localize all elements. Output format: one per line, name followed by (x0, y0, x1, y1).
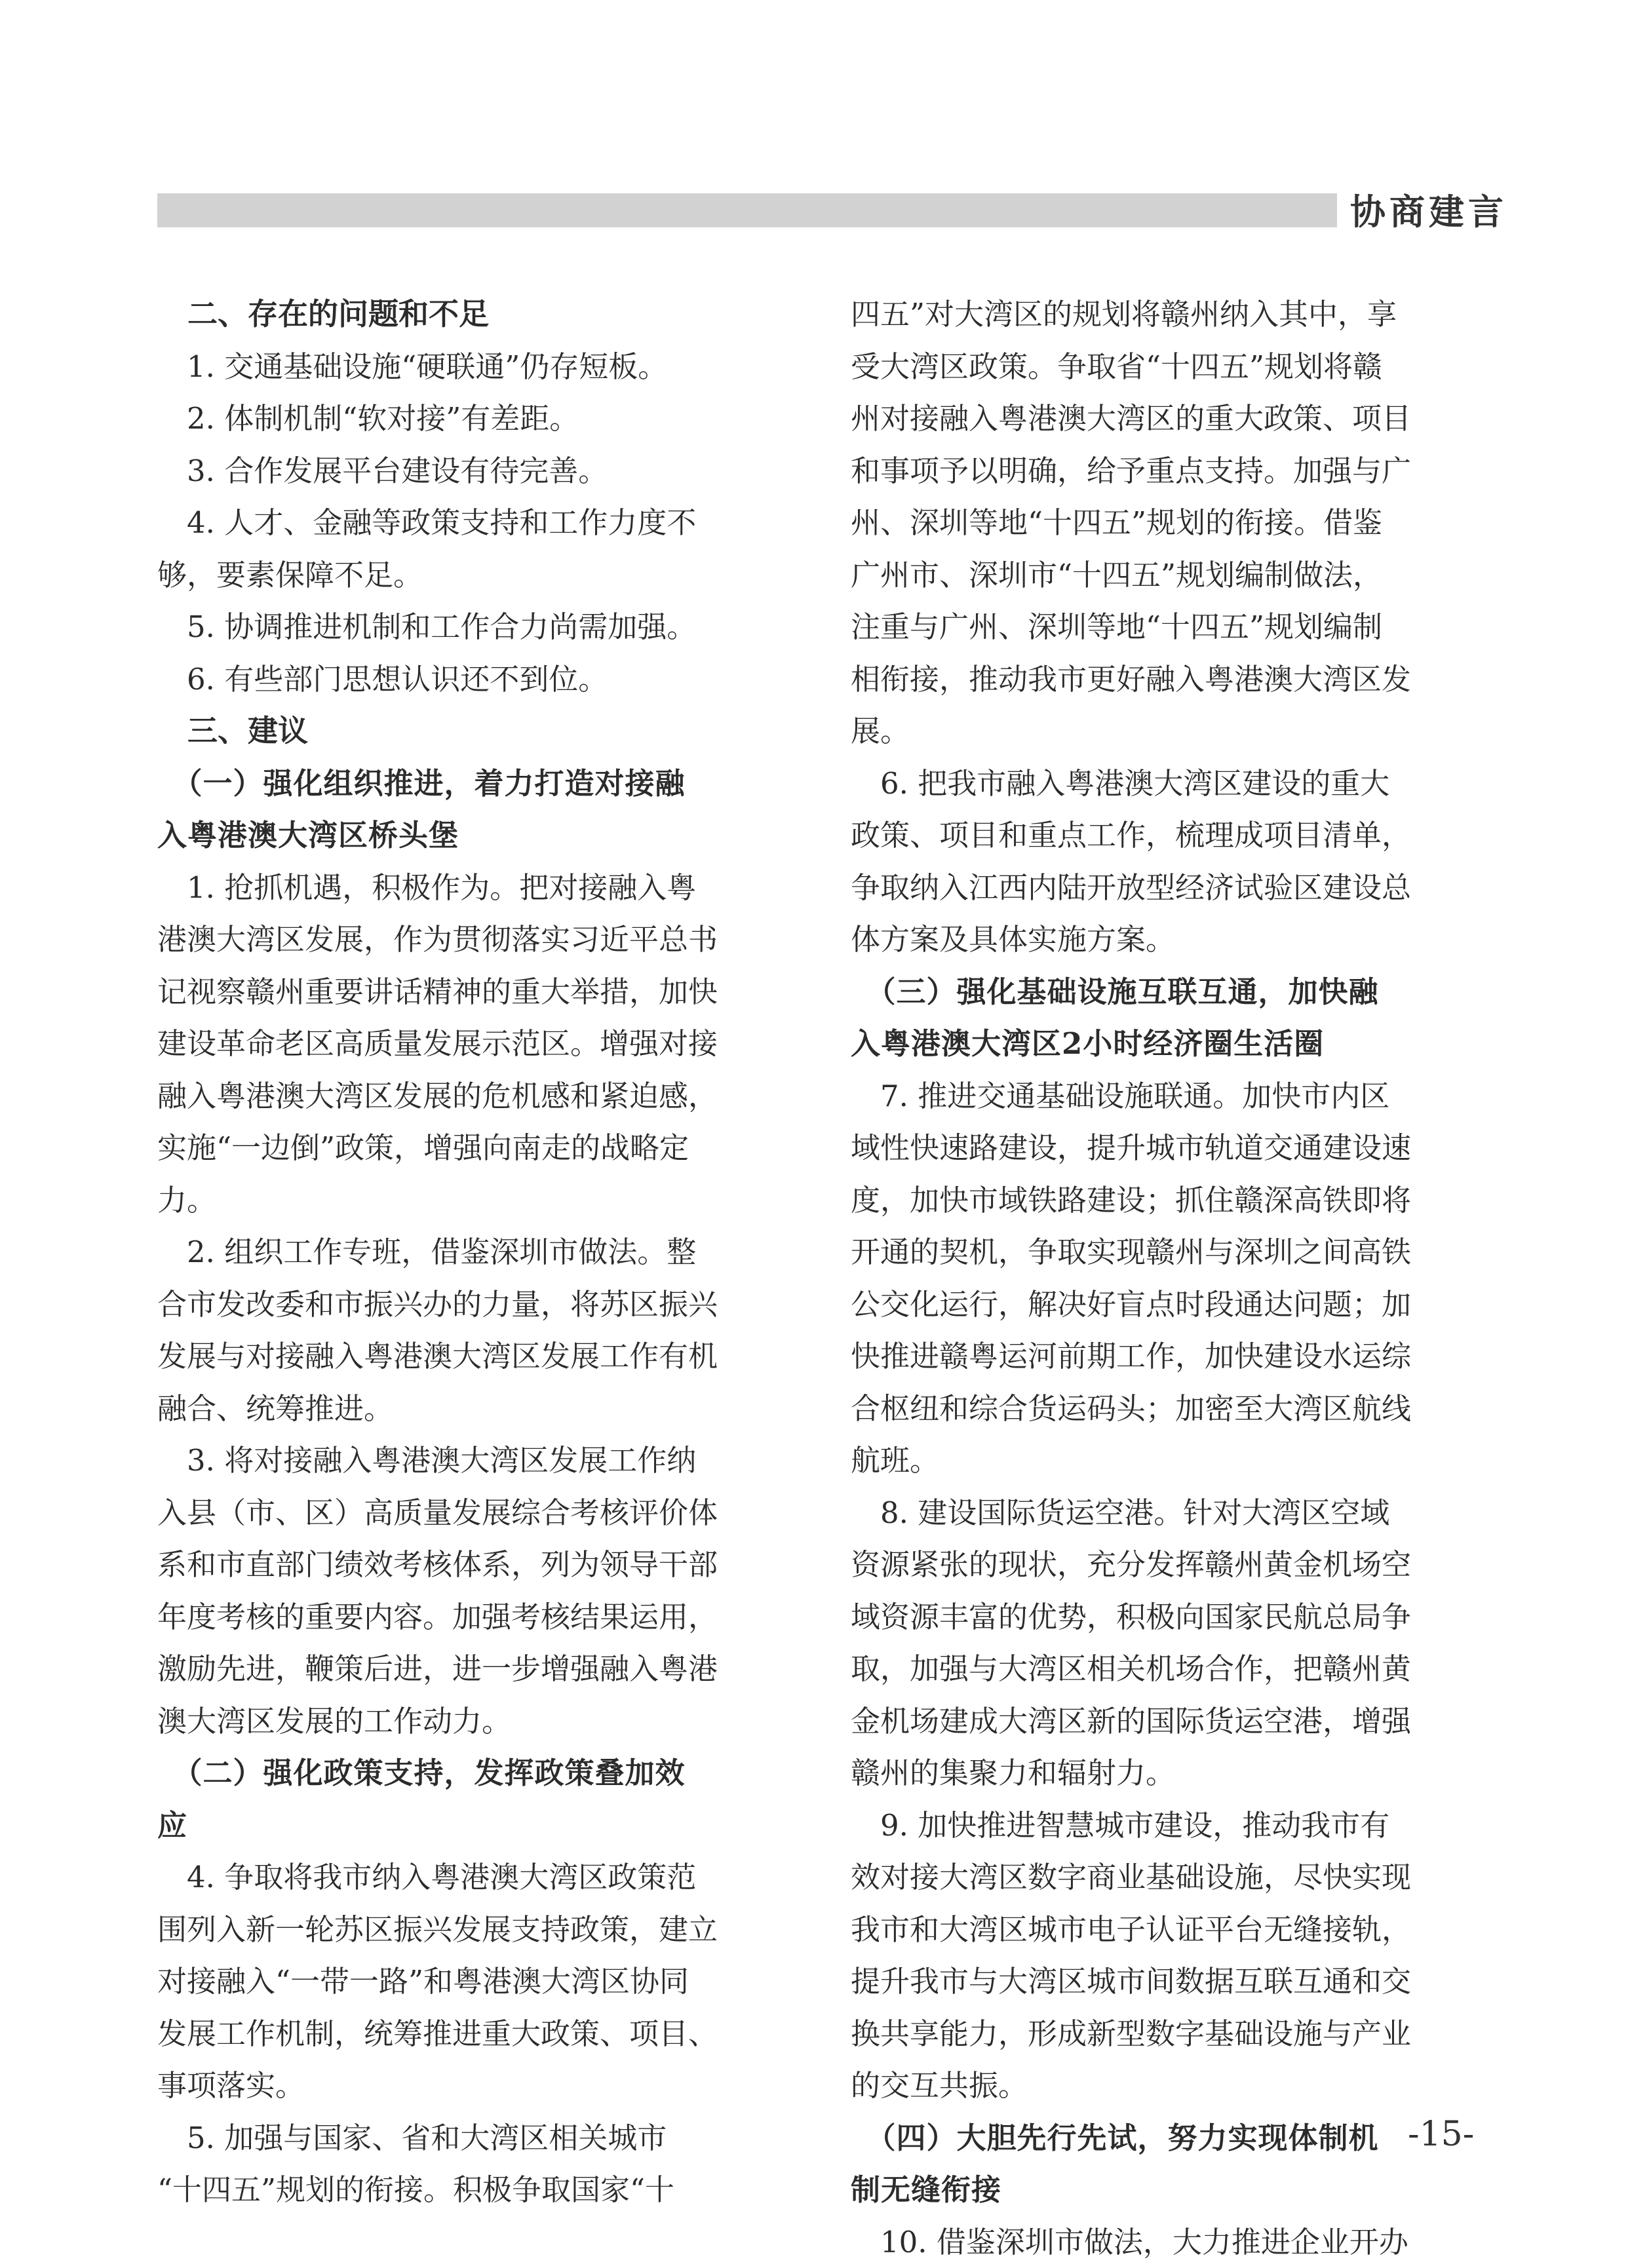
text-line: 3. 合作发展平台建设有待完善。 (157, 445, 793, 497)
text-line: 注重与广州、深圳等地“十四五”规划编制 (851, 601, 1486, 653)
text-line: 州对接融入粤港澳大湾区的重大政策、项目 (851, 393, 1486, 445)
text-line: 州、深圳等地“十四五”规划的衔接。借鉴 (851, 497, 1486, 549)
text-line: “十四五”规划的衔接。积极争取国家“十 (157, 2164, 793, 2216)
text-line: 受大湾区政策。争取省“十四五”规划将赣 (851, 341, 1486, 393)
header-bar (157, 193, 1337, 227)
sub-heading-line: （一）强化组织推进，着力打造对接融 (157, 758, 793, 810)
text-line: 提升我市与大湾区城市间数据互联互通和交 (851, 1955, 1486, 2008)
text-line: 建设革命老区高质量发展示范区。增强对接 (157, 1018, 793, 1070)
text-line: 政策、项目和重点工作，梳理成项目清单， (851, 809, 1486, 862)
text-line: 6. 把我市融入粤港澳大湾区建设的重大 (851, 758, 1486, 810)
text-line: 力。 (157, 1174, 793, 1227)
text-line: 和事项予以明确，给予重点支持。加强与广 (851, 445, 1486, 497)
text-line: 融入粤港澳大湾区发展的危机感和紧迫感， (157, 1070, 793, 1123)
section-heading: 二、存在的问题和不足 (157, 288, 793, 341)
text-line: 广州市、深圳市“十四五”规划编制做法， (851, 549, 1486, 602)
text-line: 澳大湾区发展的工作动力。 (157, 1695, 793, 1748)
text-line: 港澳大湾区发展，作为贯彻落实习近平总书 (157, 913, 793, 966)
text-line: 度，加快市域铁路建设；抓住赣深高铁即将 (851, 1174, 1486, 1227)
text-line: 记视察赣州重要讲话精神的重大举措，加快 (157, 966, 793, 1018)
section-title: 协商建言 (1350, 189, 1625, 235)
text-line: 合枢纽和综合货运码头；加密至大湾区航线 (851, 1383, 1486, 1435)
text-line: 取，加强与大湾区相关机场合作，把赣州黄 (851, 1643, 1486, 1695)
sub-heading-line: （四）大胆先行先试，努力实现体制机 (851, 2112, 1486, 2164)
text-line: 展。 (851, 705, 1486, 758)
sub-heading-line: 制无缝衔接 (851, 2164, 1486, 2216)
text-line: 发展与对接融入粤港澳大湾区发展工作有机 (157, 1330, 793, 1383)
sub-heading-line: （二）强化政策支持，发挥政策叠加效 (157, 1747, 793, 1799)
text-line: 激励先进，鞭策后进，进一步增强融入粤港 (157, 1643, 793, 1695)
text-line: 公交化运行，解决好盲点时段通达问题；加 (851, 1278, 1486, 1331)
text-line: 10. 借鉴深圳市做法，大力推进企业开办 (851, 2216, 1486, 2268)
right-column (851, 288, 1486, 2268)
text-line: 入县（市、区）高质量发展综合考核评价体 (157, 1487, 793, 1539)
text-line: 5. 协调推进机制和工作合力尚需加强。 (157, 601, 793, 653)
text-line: 年度考核的重要内容。加强考核结果运用， (157, 1591, 793, 1643)
sub-heading-line: 应 (157, 1799, 793, 1852)
text-line: 资源紧张的现状，充分发挥赣州黄金机场空 (851, 1539, 1486, 1591)
text-line: 够，要素保障不足。 (157, 549, 793, 602)
text-line: 的交互共振。 (851, 2060, 1486, 2112)
text-line: 7. 推进交通基础设施联通。加快市内区 (851, 1070, 1486, 1123)
text-line: 1. 抢抓机遇，积极作为。把对接融入粤 (157, 862, 793, 914)
text-line: 事项落实。 (157, 2060, 793, 2112)
text-line: 域性快速路建设，提升城市轨道交通建设速 (851, 1122, 1486, 1174)
text-line: 2. 组织工作专班，借鉴深圳市做法。整 (157, 1226, 793, 1278)
text-line: 换共享能力，形成新型数字基础设施与产业 (851, 2008, 1486, 2060)
text-line: 航班。 (851, 1434, 1486, 1487)
text-line: 我市和大湾区城市电子认证平台无缝接轨， (851, 1904, 1486, 1956)
text-line: 四五”对大湾区的规划将赣州纳入其中，享 (851, 288, 1486, 341)
text-line: 体方案及具体实施方案。 (851, 913, 1486, 966)
section-heading: 三、建议 (157, 705, 793, 758)
text-line: 快推进赣粤运河前期工作，加快建设水运综 (851, 1330, 1486, 1383)
text-line: 合市发改委和市振兴办的力量，将苏区振兴 (157, 1278, 793, 1331)
text-line: 围列入新一轮苏区振兴发展支持政策，建立 (157, 1904, 793, 1956)
text-line: 发展工作机制，统筹推进重大政策、项目、 (157, 2008, 793, 2060)
text-line: 6. 有些部门思想认识还不到位。 (157, 653, 793, 706)
text-line: 金机场建成大湾区新的国际货运空港，增强 (851, 1695, 1486, 1748)
text-line: 域资源丰富的优势，积极向国家民航总局争 (851, 1591, 1486, 1643)
text-line: 4. 争取将我市纳入粤港澳大湾区政策范 (157, 1851, 793, 1904)
sub-heading-line: 入粤港澳大湾区2小时经济圈生活圈 (851, 1018, 1486, 1070)
text-line: 开通的契机，争取实现赣州与深圳之间高铁 (851, 1226, 1486, 1278)
page-number: -15- (1408, 2111, 1513, 2157)
text-line: 相衔接，推动我市更好融入粤港澳大湾区发 (851, 653, 1486, 706)
sub-heading-line: 入粤港澳大湾区桥头堡 (157, 809, 793, 862)
text-line: 4. 人才、金融等政策支持和工作力度不 (157, 497, 793, 549)
text-line: 8. 建设国际货运空港。针对大湾区空域 (851, 1487, 1486, 1539)
sub-heading-line: （三）强化基础设施互联互通，加快融 (851, 966, 1486, 1018)
text-line: 1. 交通基础设施“硬联通”仍存短板。 (157, 341, 793, 393)
text-line: 9. 加快推进智慧城市建设，推动我市有 (851, 1799, 1486, 1852)
text-line: 争取纳入江西内陆开放型经济试验区建设总 (851, 862, 1486, 914)
text-line: 对接融入“一带一路”和粤港澳大湾区协同 (157, 1955, 793, 2008)
text-line: 赣州的集聚力和辐射力。 (851, 1747, 1486, 1799)
text-line: 融合、统筹推进。 (157, 1383, 793, 1435)
text-line: 效对接大湾区数字商业基础设施，尽快实现 (851, 1851, 1486, 1904)
text-line: 系和市直部门绩效考核体系，列为领导干部 (157, 1539, 793, 1591)
text-line: 实施“一边倒”政策，增强向南走的战略定 (157, 1122, 793, 1174)
text-line: 3. 将对接融入粤港澳大湾区发展工作纳 (157, 1434, 793, 1487)
text-line: 2. 体制机制“软对接”有差距。 (157, 393, 793, 445)
left-column (157, 288, 793, 2216)
text-line: 5. 加强与国家、省和大湾区相关城市 (157, 2112, 793, 2164)
